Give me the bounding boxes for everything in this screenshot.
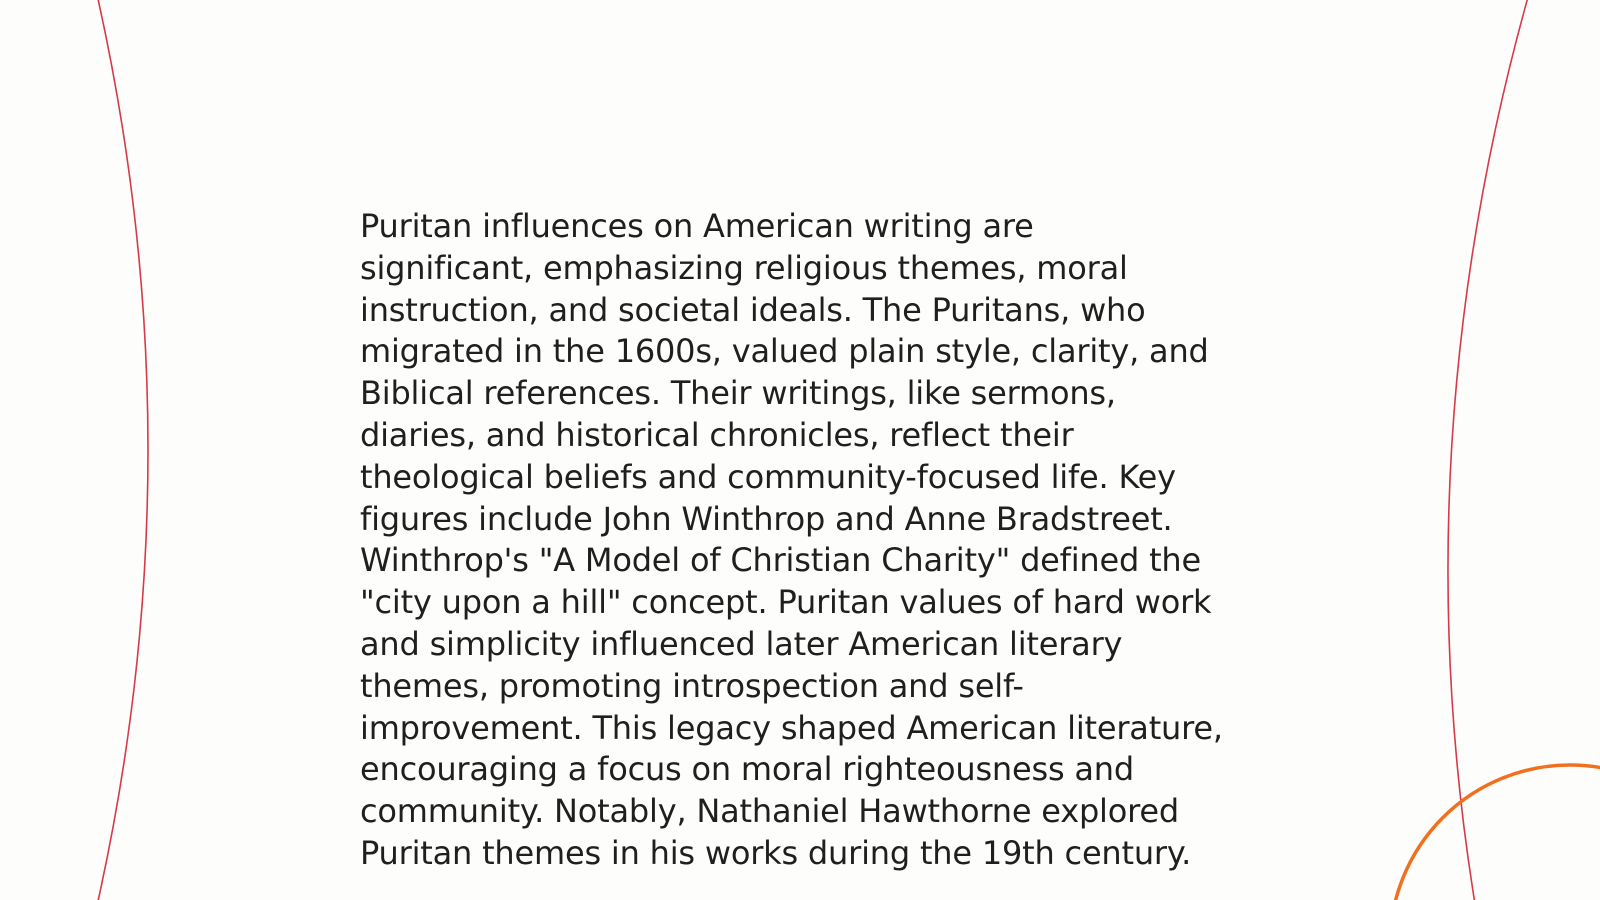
text-line: Puritan themes in his works during the 19th century.	[360, 833, 1192, 872]
text-line: significant, emphasizing religious themes, moral	[360, 248, 1128, 287]
text-line: Biblical references. Their writings, like sermons,	[360, 374, 1116, 413]
text-line: and simplicity influenced later American literary	[360, 624, 1123, 663]
accent-circle	[1390, 765, 1600, 900]
text-line: Puritan influences on American writing are	[360, 207, 1034, 245]
slide-body-text	[360, 206, 1260, 875]
text-line: encouraging a focus on moral righteousness and	[360, 750, 1135, 789]
text-line: Winthrop's "A Model of Christian Charity" defined the	[360, 541, 1201, 580]
text-line: community. Notably, Nathaniel Hawthorne explored	[360, 792, 1179, 831]
text-line: themes, promoting introspection and self-	[360, 666, 1024, 705]
text-line: "city upon a hill" concept. Puritan values of hard work	[360, 583, 1212, 622]
text-line: instruction, and societal ideals. The Puritans, who	[360, 290, 1146, 329]
right-arc-line	[1448, 0, 1530, 900]
text-line: theological beliefs and community-focused life. Key	[360, 457, 1176, 496]
left-arc-line	[96, 0, 148, 900]
text-line: figures include John Winthrop and Anne Bradstreet.	[360, 499, 1173, 538]
text-line: diaries, and historical chronicles, reflect their	[360, 415, 1074, 454]
text-line: improvement. This legacy shaped American literature,	[360, 708, 1223, 747]
text-line: migrated in the 1600s, valued plain style, clarity, and	[360, 332, 1209, 371]
